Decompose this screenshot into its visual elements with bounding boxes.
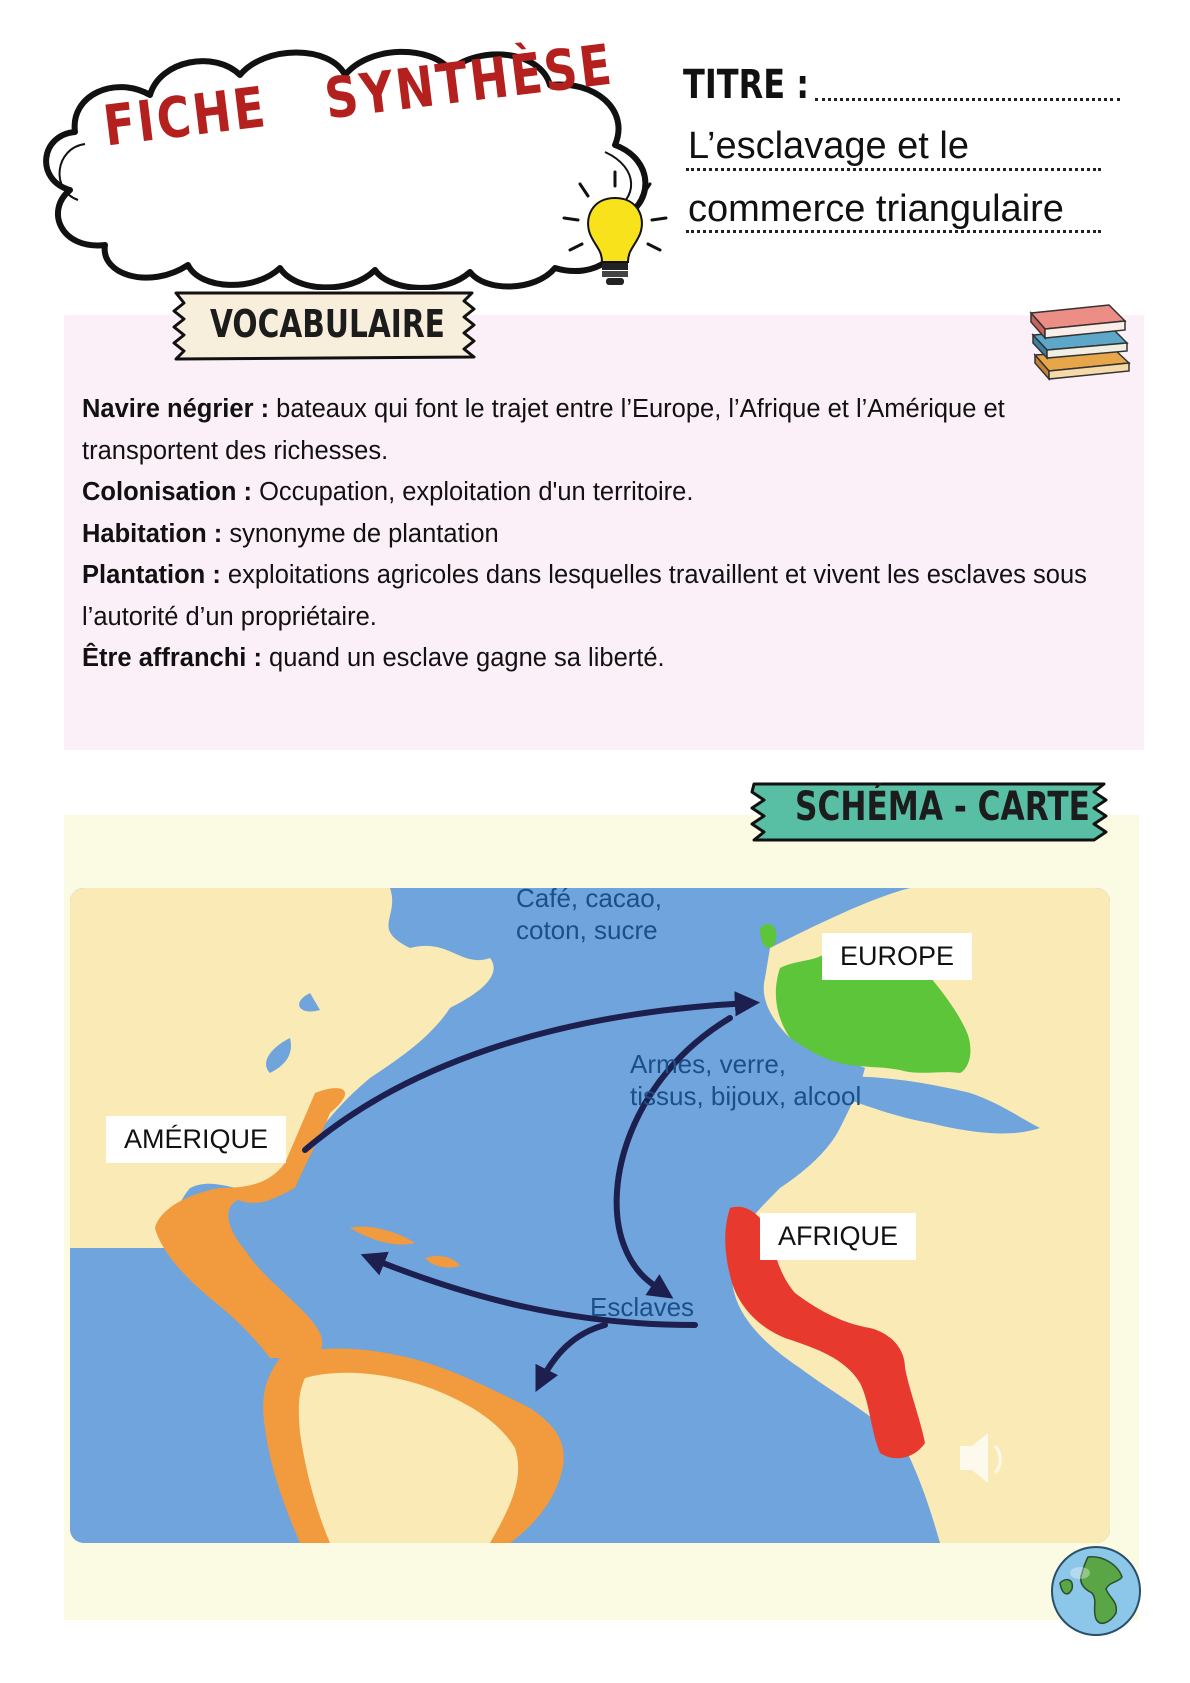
vocab-definition: synonyme de plantation [222,519,499,548]
vocabulary-list [82,389,1142,680]
flow-label-to-africa [630,1048,861,1112]
vocab-definition: Occupation, exploitation d'un territoire. [251,478,694,506]
flow-label-to-europe [516,888,662,946]
books-icon [1025,295,1135,385]
vocabulary-heading: VOCABULAIRE [210,302,445,346]
flow-label-line: Café, cacao, [516,888,662,913]
vocab-entry [82,472,1142,514]
region-label-europe: EUROPE [822,933,972,980]
vocab-term: Plantation : [82,561,221,589]
lesson-title-line-2: commerce triangulaire [688,188,1064,230]
vocab-definition: bateaux qui font le trajet entre l’Europe, l’Afrique et l’Amérique et transportent des richesses. [82,395,1005,465]
flow-label-line: tissus, bijoux, alcool [630,1081,862,1111]
vocab-entry [82,514,1142,556]
vocab-definition: exploitations agricoles dans lesquelles travaillent et vivent les esclaves sous l’autorité d’un propriétaire. [82,561,1087,631]
vocab-term: Colonisation : [82,478,252,506]
titre-label: TITRE : [683,62,809,108]
map-drawing [70,888,1110,1543]
titre-dotted-line [815,98,1120,101]
vocab-definition: quand un esclave gagne sa liberté. [261,644,665,672]
globe-icon [1048,1543,1144,1639]
vocab-entry [82,638,1142,680]
synthese-word: SYNTHÈSE [321,32,617,133]
triangular-trade-map [70,888,1110,1543]
map-heading: SCHÉMA - CARTE [795,784,1090,830]
fiche-word: FICHE [100,74,271,160]
light-bulb-icon [560,170,670,295]
flow-label-line: Armes, verre, [630,1049,787,1079]
vocab-term: Habitation : [82,519,223,548]
vocab-entry [82,389,1142,472]
dotted-line [686,168,1101,171]
region-label-amerique: AMÉRIQUE [106,1116,286,1163]
flow-label-to-america: Esclaves [590,1292,695,1322]
lesson-title-line-1: L’esclavage et le [688,125,969,167]
vocab-term: Navire négrier : [82,395,270,423]
vocab-entry [82,555,1142,638]
flow-label-line: coton, sucre [516,915,658,945]
vocab-term: Être affranchi : [82,644,262,672]
region-label-afrique: AFRIQUE [760,1213,916,1260]
dotted-line [686,230,1101,233]
